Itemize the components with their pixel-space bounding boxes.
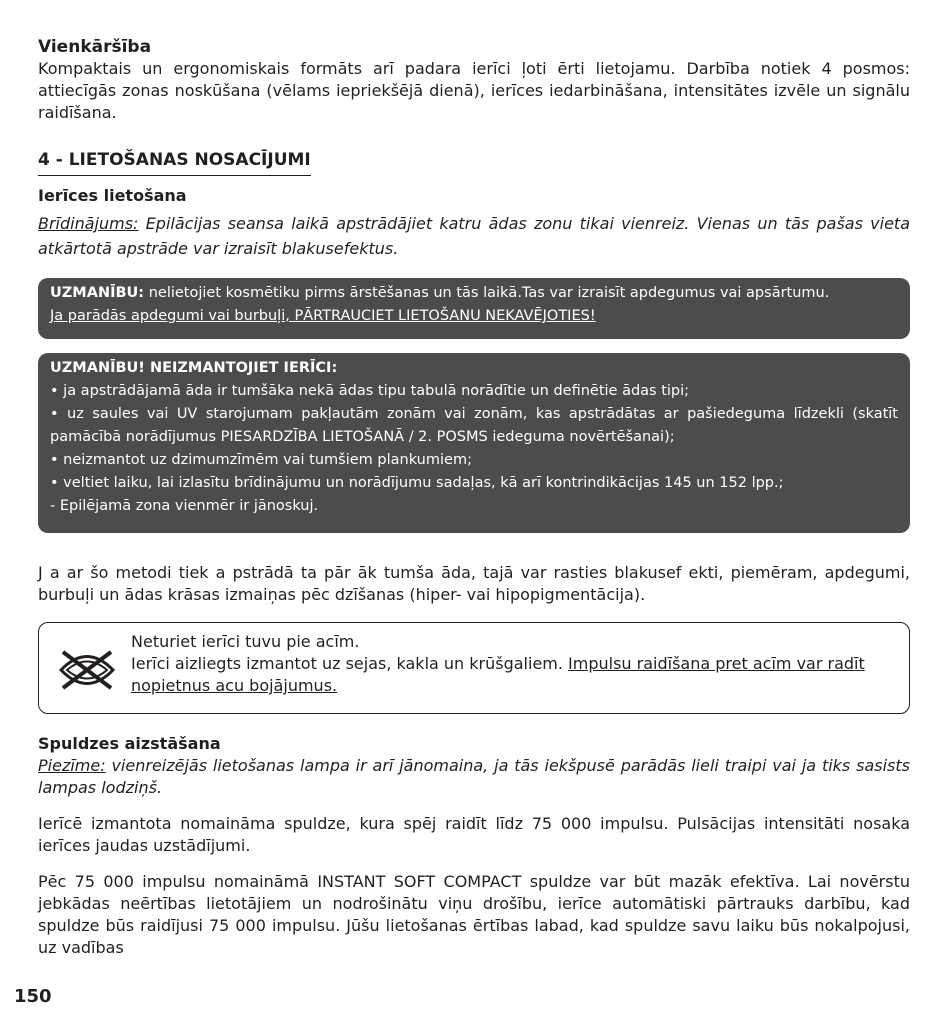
caution-label: UZMANĪBU:: [50, 285, 145, 301]
caution-text: nelietojiet kosmētiku pirms ārstēšanas un tās laikā.Tas var izraisīt apdegumus vai apsārtumu.: [144, 285, 830, 301]
section-title: 4 - LIETOŠANAS NOSACĪJUMI: [38, 149, 311, 176]
eye-warning-line1: Neturiet ierīci tuvu pie acīm.: [131, 632, 360, 651]
eye-warning-underlined: Impulsu raidīšana pret acīm var radīt nopietnus acu bojājumus.: [131, 654, 865, 695]
do-not-use-item: • uz saules vai UV starojumam pakļautām zonām vai zonām, kas apstrādātas ar pašiedeguma līdzekli (skatīt pamācībā norādījumus PIESARDZĪBA LIETOŠANĀ / 2. POSMS iedeguma novērtēšanai);: [50, 406, 898, 445]
do-not-use-box: [38, 353, 910, 533]
bulb-paragraph-2: Pēc 75 000 impulsu nomaināmā INSTANT SOFT COMPACT spuldze var būt mazāk efektīva. Lai novērstu jebkādas neērtības lietotājiem un nodrošinātu viņu drošību, ierīce automātiski pārtrauks darbību, kad spuldze būs raidījusi 75 000 impulsu. Jūšu lietošanas ērtības labad, kad spuldze savu laiku būs nokalpojusi, uz vadības: [38, 872, 910, 957]
caution-underlined-line: [50, 305, 898, 328]
caution-underlined: Ja parādās apdegumi vai burbuļi, PĀRTRAUCIET LIETOŠANU NEKAVĒJOTIES!: [50, 308, 596, 324]
do-not-use-title: UZMANĪBU! NEIZMANTOJIET IERĪCI:: [50, 360, 338, 376]
bulb-heading: Spuldzes aizstāšana: [38, 734, 221, 753]
warning-label: Brīdinājums:: [38, 214, 139, 233]
eye-crossed-icon: [57, 647, 117, 693]
intro-text: Kompaktais un ergonomiskais formāts arī padara ierīci ļoti ērti lietojamu. Darbība notiek 4 posmos: attiecīgās zonas noskūšana (vēlams iepriekšējā dienā), ierīces iedarbināšana, intensitātes izvēle un signālu raidīšana.: [38, 59, 910, 122]
eye-warning-text-part: Ierīci aizliegts izmantot uz sejas, kakla un krūšgaliem.: [131, 654, 569, 673]
eye-warning-box: [38, 622, 910, 714]
warning-paragraph: [38, 211, 910, 261]
page-number: 150: [14, 986, 52, 1007]
dark-skin-note: J a ar šo metodi tiek a pstrādā ta pār āk tumša āda, tajā var rasties blakusef ekti, piemēram, apdegumi, burbuļi un ādas krāsas izmaiņas pēc dzīšanas (hiper- vai hipopigmentācija).: [38, 563, 910, 604]
bulb-note: [38, 755, 910, 799]
device-use-heading: Ierīces lietošana: [38, 186, 187, 205]
page-content: [38, 36, 910, 959]
do-not-use-item: • veltiet laiku, lai izlasītu brīdinājumu un norādījumu sadaļas, kā arī kontrindikācijas 145 un 152 lpp.;: [50, 475, 784, 491]
do-not-use-item: • neizmantot uz dzimumzīmēm vai tumšiem plankumiem;: [50, 452, 472, 468]
do-not-use-item: - Epilējamā zona vienmēr ir jānoskuj.: [50, 498, 319, 514]
bulb-note-text: vienreizējās lietošanas lampa ir arī jānomaina, ja tās iekšpusē parādās lieli traipi vai ja tiks sasists lampas lodziņš.: [38, 756, 910, 797]
caution-line: [50, 282, 898, 305]
bulb-paragraph-1: Ierīcē izmantota nomaināma spuldze, kura spēj raidīt līdz 75 000 impulsu. Pulsācijas intensitāti nosaka ierīces jaudas uzstādījumi.: [38, 814, 910, 855]
bulb-note-label: Piezīme:: [38, 756, 106, 775]
eye-warning-text: [131, 631, 891, 697]
intro-heading: Vienkāršība: [38, 37, 152, 57]
caution-box: [38, 278, 910, 339]
eye-warning-line2: [131, 653, 891, 697]
do-not-use-item: • ja apstrādājamā āda ir tumšāka nekā ādas tipu tabulā norādītie un definētie ādas tipi;: [50, 383, 690, 399]
warning-text: Epilācijas seansa laikā apstrādājiet katru ādas zonu tikai vienreiz. Vienas un tās pašas vieta atkārtotā apstrāde var izraisīt blakusefektus.: [38, 214, 910, 258]
